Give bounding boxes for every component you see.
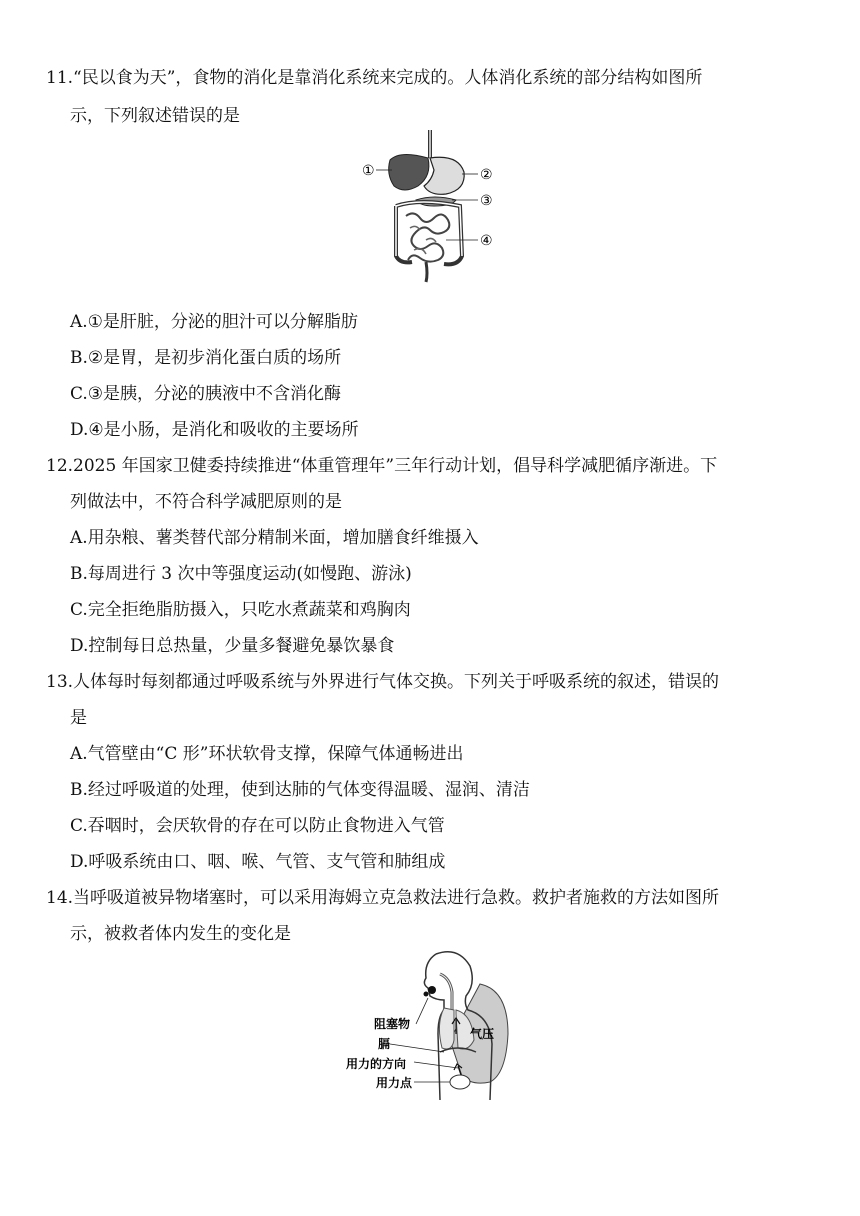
question-14-stem-line2: 示，被救者体内发生的变化是 — [70, 924, 291, 944]
digestive-system-figure — [360, 128, 510, 283]
question-12-stem-line2: 列做法中，不符合科学减肥原则的是 — [70, 492, 342, 512]
figure-label-diaphragm: 膈 — [378, 1037, 391, 1051]
figure-label-1: ① — [362, 163, 375, 179]
figure-label-force-direction: 用力的方向 — [346, 1057, 407, 1071]
question-13-stem-line1: 13.人体每时每刻都通过呼吸系统与外界进行气体交换。下列关于呼吸系统的叙述，错误的 — [46, 672, 720, 692]
question-12-option-b[interactable]: B.每周进行 3 次中等强度运动(如慢跑、游泳) — [70, 564, 412, 584]
question-11-option-d[interactable]: D.④是小肠，是消化和吸收的主要场所 — [70, 420, 359, 440]
question-11-stem-line2: 示，下列叙述错误的是 — [70, 106, 240, 126]
question-13-option-c[interactable]: C.吞咽时，会厌软骨的存在可以防止食物进入气管 — [70, 816, 445, 836]
question-12-option-a[interactable]: A.用杂粮、薯类替代部分精制米面，增加膳食纤维摄入 — [70, 528, 479, 548]
question-11-stem-line1: 11.“民以食为天”，食物的消化是靠消化系统来完成的。人体消化系统的部分结构如图所 — [46, 68, 703, 88]
question-12-option-c[interactable]: C.完全拒绝脂肪摄入，只吃水煮蔬菜和鸡胸肉 — [70, 600, 411, 620]
heimlich-maneuver-diagram-icon — [340, 944, 520, 1104]
figure-label-force-point: 用力点 — [376, 1076, 413, 1090]
question-12-option-d[interactable]: D.控制每日总热量，少量多餐避免暴饮暴食 — [70, 636, 395, 656]
question-13-stem-line2: 是 — [70, 708, 87, 728]
question-11-option-c[interactable]: C.③是胰，分泌的胰液中不含消化酶 — [70, 384, 342, 404]
question-13-option-b[interactable]: B.经过呼吸道的处理，使到达肺的气体变得温暖、湿润、清洁 — [70, 780, 530, 800]
question-13-option-a[interactable]: A.气管壁由“C 形”环状软骨支撑，保障气体通畅进出 — [70, 744, 464, 764]
figure-label-4: ④ — [480, 233, 493, 249]
question-12-stem-line1: 12.2025 年国家卫健委持续推进“体重管理年”三年行动计划，倡导科学减肥循序渐进。下 — [46, 456, 718, 476]
heimlich-maneuver-figure — [340, 944, 520, 1104]
figure-label-obstruction: 阻塞物 — [374, 1017, 411, 1031]
digestive-system-diagram-icon — [360, 128, 510, 283]
question-14-stem-line1: 14.当呼吸道被异物堵塞时，可以采用海姆立克急救法进行急救。救护者施救的方法如图所 — [46, 888, 720, 908]
figure-label-2: ② — [480, 167, 493, 183]
question-11-option-a[interactable]: A.①是肝脏，分泌的胆汁可以分解脂肪 — [70, 312, 358, 332]
question-11-option-b[interactable]: B.②是胃，是初步消化蛋白质的场所 — [70, 348, 342, 368]
question-13-option-d[interactable]: D.呼吸系统由口、咽、喉、气管、支气管和肺组成 — [70, 852, 446, 872]
figure-label-air-pressure: 气压 — [470, 1027, 495, 1041]
figure-label-3: ③ — [480, 193, 493, 209]
